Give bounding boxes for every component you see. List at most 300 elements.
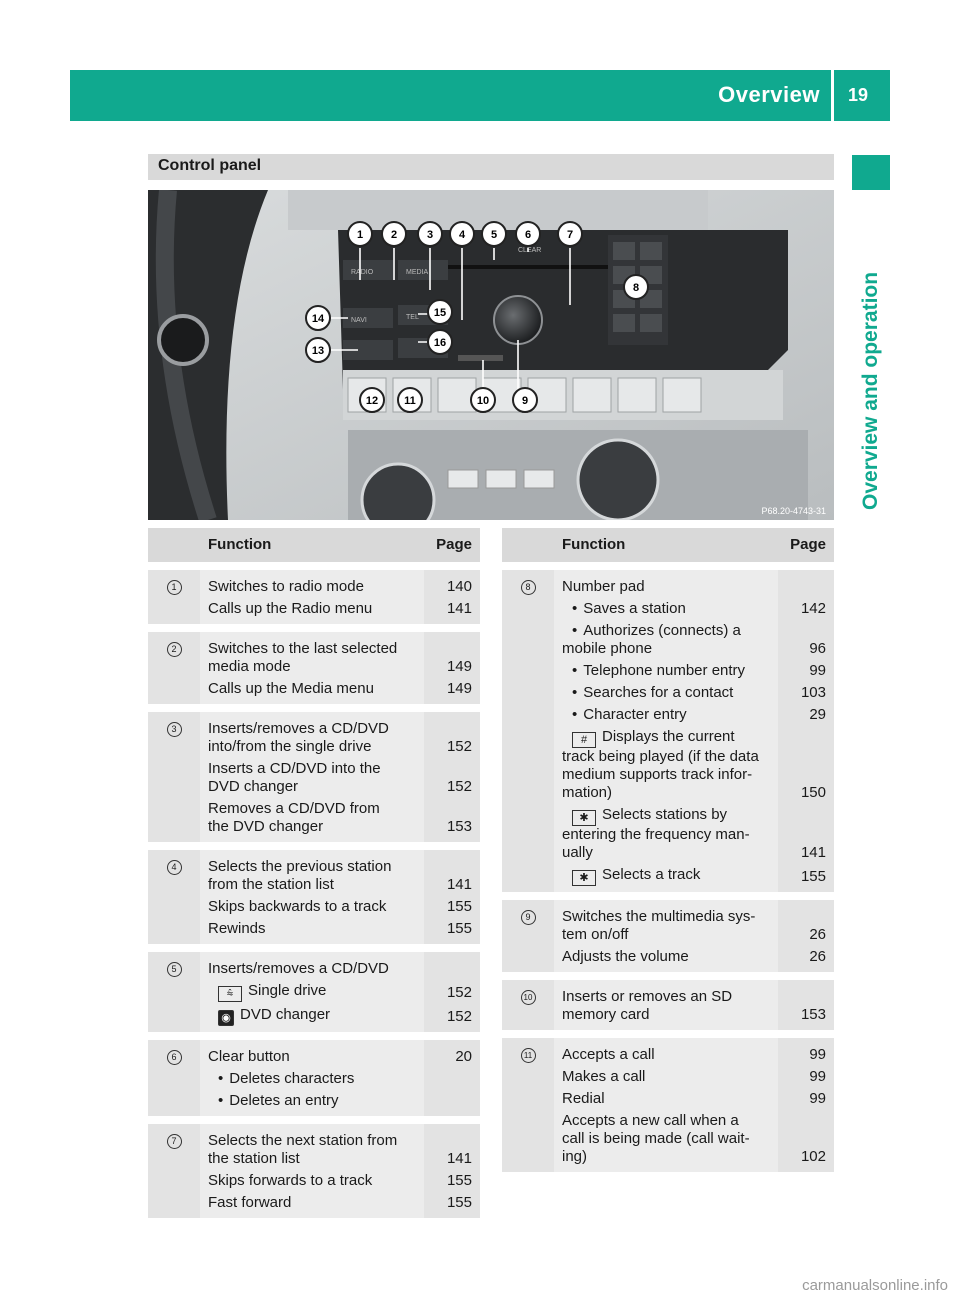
page-ref: 152 (446, 778, 472, 795)
function-text (200, 1048, 424, 1066)
function-entry (200, 1132, 480, 1168)
function-text-content: media mode (208, 658, 291, 675)
page-ref: 149 (446, 680, 472, 697)
function-text (200, 1006, 424, 1026)
function-text-content: medium supports track infor- (562, 766, 753, 783)
page-ref: 141 (446, 1150, 472, 1167)
footer-watermark: carmanualsonline.info (802, 1277, 948, 1294)
function-text (200, 982, 424, 1002)
page-ref: 140 (446, 578, 472, 595)
function-entry (554, 706, 834, 724)
row-gap (502, 562, 834, 570)
function-text-content: the DVD changer (208, 818, 324, 835)
table-row (148, 570, 480, 624)
function-text-line (208, 720, 416, 738)
row-gap (502, 972, 834, 980)
function-text-line (562, 844, 770, 862)
function-text-line (562, 662, 770, 680)
function-text (554, 806, 778, 862)
function-text-content: Redial (562, 1090, 605, 1107)
function-entry (200, 640, 480, 676)
function-text-content: Single drive (248, 982, 327, 999)
function-text (200, 1172, 424, 1190)
row-entries (200, 570, 480, 624)
function-text (200, 858, 424, 894)
table-row (148, 850, 480, 944)
function-text-content: Inserts or removes an SD (562, 988, 733, 1005)
row-number-cell (502, 570, 554, 892)
function-text (554, 662, 778, 680)
row-entries (200, 952, 480, 1032)
section-title (148, 154, 834, 180)
function-text-line (562, 748, 770, 766)
function-text-content: Rewinds (208, 920, 266, 937)
function-text (200, 760, 424, 796)
function-text-content: Inserts a CD/DVD into the (208, 760, 381, 777)
page-ref: 153 (446, 818, 472, 835)
page-ref: 20 (455, 1048, 472, 1065)
function-entry (554, 600, 834, 618)
function-text-content: Inserts/removes a CD/DVD (208, 960, 389, 977)
function-entry (554, 806, 834, 862)
table-row (502, 1038, 834, 1172)
function-text-line (562, 578, 770, 596)
function-text-line (208, 1194, 416, 1212)
function-text-content: track being played (if the data (562, 748, 759, 765)
section-title-text: Control panel (158, 157, 262, 174)
radio-button-label: RADIO (351, 269, 374, 276)
function-text-line (562, 600, 770, 618)
function-table-right (502, 528, 834, 1172)
function-text (554, 908, 778, 944)
function-text-line (208, 658, 416, 676)
function-text-content: from the station list (208, 876, 334, 893)
row-gap (148, 624, 480, 632)
callout-12 (360, 388, 384, 412)
page-ref: 141 (446, 600, 472, 617)
callout-15 (428, 300, 452, 324)
row-entries (554, 570, 834, 892)
function-text-content: Saves a station (583, 600, 686, 617)
key-symbol-icon: ✱ (572, 870, 596, 886)
page-number: 19 (847, 85, 868, 105)
callout-1 (348, 222, 372, 246)
navi-button-label: NAVI (351, 317, 367, 324)
function-text-line (208, 1070, 416, 1088)
row-entries (554, 980, 834, 1030)
row-entries (200, 712, 480, 842)
row-gap (148, 944, 480, 952)
function-text-line (208, 600, 416, 618)
function-text (200, 960, 424, 978)
function-entry (554, 948, 834, 966)
function-entry (554, 1068, 834, 1086)
function-text (554, 866, 778, 886)
function-text (554, 578, 778, 596)
svg-text:15: 15 (433, 307, 447, 319)
function-text (200, 680, 424, 698)
svg-text:5: 5 (490, 229, 498, 241)
function-text (200, 640, 424, 676)
row-entries (554, 1038, 834, 1172)
function-text-content: Accepts a call (562, 1046, 655, 1063)
function-text (200, 920, 424, 938)
function-text (200, 720, 424, 756)
function-text-content: Authorizes (connects) a (583, 622, 741, 639)
function-text-line (562, 640, 770, 658)
function-text-line (208, 738, 416, 756)
row-number-cell (502, 980, 554, 1030)
number-circle-icon: 2 (167, 642, 182, 657)
header-title: Overview (718, 82, 820, 107)
function-text-content: Fast forward (208, 1194, 292, 1211)
page-ref: 155 (446, 1194, 472, 1211)
bullet-icon: • (572, 662, 578, 679)
number-circle-icon: 7 (167, 1134, 182, 1149)
header-page: Page (790, 536, 826, 553)
page-ref: 99 (809, 662, 826, 679)
table-row (148, 1124, 480, 1218)
callout-11 (398, 388, 422, 412)
table-row (148, 632, 480, 704)
row-number-cell (148, 850, 200, 944)
function-text (554, 706, 778, 724)
function-text-line (208, 1132, 416, 1150)
function-text-content: Selects the next station from (208, 1132, 398, 1149)
number-circle-icon: 1 (167, 580, 182, 595)
function-text-line (208, 640, 416, 658)
function-text-line (208, 778, 416, 796)
function-text (554, 1090, 778, 1108)
header-page: Page (436, 536, 472, 553)
function-text-content: ually (562, 844, 593, 861)
function-text-content: the station list (208, 1150, 300, 1167)
function-text-line (208, 898, 416, 916)
function-text-content: ing) (562, 1148, 588, 1165)
row-entries (200, 850, 480, 944)
function-text-line (208, 982, 416, 1002)
callout-9 (513, 388, 537, 412)
table-header (148, 528, 480, 562)
function-text-line (208, 876, 416, 894)
page-ref: 155 (446, 920, 472, 937)
svg-text:10: 10 (476, 395, 490, 407)
function-text-content: Displays the current (602, 728, 735, 745)
function-entry (200, 858, 480, 894)
function-entry (554, 622, 834, 658)
bullet-icon: • (572, 684, 578, 701)
callout-2 (382, 222, 406, 246)
function-text-line (562, 684, 770, 702)
photo-caption: P68.20-4743-31 (761, 506, 826, 516)
function-text (554, 1112, 778, 1166)
page-ref: 152 (446, 984, 472, 1001)
function-text-line (208, 1092, 416, 1110)
function-text (200, 1132, 424, 1168)
function-text-line (562, 908, 770, 926)
header-num-cell (148, 528, 200, 562)
function-text-content: Number pad (562, 578, 645, 595)
function-text-content: Deletes an entry (229, 1092, 339, 1109)
function-entry (200, 1092, 480, 1110)
function-text-line (208, 1172, 416, 1190)
row-entries (554, 900, 834, 972)
number-circle-icon: 9 (521, 910, 536, 925)
function-text-line (208, 578, 416, 596)
row-gap (502, 1030, 834, 1038)
key-symbol-icon: # (572, 732, 596, 748)
svg-text:16: 16 (433, 337, 447, 349)
callout-7 (558, 222, 582, 246)
header-divider (831, 70, 834, 121)
function-text-content: mobile phone (562, 640, 653, 657)
function-text-line (562, 1006, 770, 1024)
function-entry (554, 1112, 834, 1166)
callout-5 (482, 222, 506, 246)
row-number-cell (148, 952, 200, 1032)
page-ref: 155 (446, 1172, 472, 1189)
svg-text:8: 8 (632, 282, 640, 294)
function-text-line (562, 1046, 770, 1064)
row-gap (148, 1032, 480, 1040)
bullet-icon: • (218, 1070, 224, 1087)
function-entry (200, 600, 480, 618)
side-tab-label: Overview and operation (859, 271, 882, 510)
function-entry (554, 1090, 834, 1108)
page-ref: 155 (800, 868, 826, 885)
function-text-line (562, 1068, 770, 1086)
function-text-line (562, 988, 770, 1006)
function-text-line (562, 1130, 770, 1148)
number-circle-icon: 11 (521, 1048, 536, 1063)
table-row (148, 712, 480, 842)
function-entry (554, 988, 834, 1024)
function-text-line (562, 766, 770, 784)
page-ref: 141 (446, 876, 472, 893)
callout-10 (471, 388, 495, 412)
callout-16 (428, 330, 452, 354)
bullet-icon: • (572, 600, 578, 617)
svg-text:14: 14 (311, 313, 325, 325)
row-number-cell (148, 1124, 200, 1218)
function-text-line (208, 960, 416, 978)
function-entry (200, 1048, 480, 1066)
function-entry (554, 662, 834, 680)
function-text-line (208, 1150, 416, 1168)
callout-8 (624, 275, 648, 299)
function-entry (200, 680, 480, 698)
function-text-content: DVD changer (208, 778, 299, 795)
row-number-cell (148, 632, 200, 704)
page-ref (424, 960, 480, 978)
function-text-line (208, 920, 416, 938)
function-text-content: Clear button (208, 1048, 290, 1065)
function-text (554, 684, 778, 702)
number-circle-icon: 8 (521, 580, 536, 595)
page-ref: 99 (809, 1068, 826, 1085)
header-function: Function (208, 536, 272, 553)
bullet-icon: • (572, 622, 578, 639)
function-text-content: Switches the multimedia sys- (562, 908, 756, 925)
function-text (200, 898, 424, 916)
svg-text:1: 1 (356, 229, 364, 241)
function-entry (554, 728, 834, 802)
row-gap (148, 704, 480, 712)
table-row (148, 952, 480, 1032)
function-text-line (562, 948, 770, 966)
function-text (200, 1092, 424, 1110)
function-entry (200, 1006, 480, 1026)
row-gap (502, 892, 834, 900)
page-ref: 141 (800, 844, 826, 861)
page-ref: 142 (800, 600, 826, 617)
function-text-content: DVD changer (240, 1006, 331, 1023)
row-number-cell (148, 712, 200, 842)
row-entries (200, 1124, 480, 1218)
function-text (200, 800, 424, 836)
function-entry (554, 908, 834, 944)
page-ref: 103 (800, 684, 826, 701)
key-symbol-icon: ◉ (218, 1010, 234, 1026)
page-ref: 99 (809, 1046, 826, 1063)
table-header (502, 528, 834, 562)
function-entry (200, 1172, 480, 1190)
function-entry (554, 578, 834, 596)
function-text-content: entering the frequency man- (562, 826, 750, 843)
function-text-content: Calls up the Radio menu (208, 600, 373, 617)
page-ref: 153 (800, 1006, 826, 1023)
header-bar (70, 70, 890, 121)
function-text (554, 622, 778, 658)
callout-3 (418, 222, 442, 246)
function-text-content: call is being made (call wait- (562, 1130, 750, 1147)
function-text (200, 1194, 424, 1212)
number-circle-icon: 3 (167, 722, 182, 737)
row-number-cell (148, 570, 200, 624)
number-circle-icon: 5 (167, 962, 182, 977)
function-text-line (562, 622, 770, 640)
page-ref: 26 (809, 926, 826, 943)
svg-text:4: 4 (458, 229, 466, 241)
page-ref (424, 1092, 480, 1110)
function-text (554, 600, 778, 618)
function-text-line (208, 1048, 416, 1066)
function-entry (200, 760, 480, 796)
table-row (502, 900, 834, 972)
bullet-icon: • (218, 1092, 224, 1109)
key-symbol-icon: ⩯ (218, 986, 242, 1002)
function-text-line (208, 680, 416, 698)
page-ref: 152 (446, 1008, 472, 1025)
function-entry (200, 982, 480, 1002)
page-ref: 152 (446, 738, 472, 755)
function-text-content: Accepts a new call when a (562, 1112, 739, 1129)
function-text-line (562, 806, 770, 826)
function-entry (200, 720, 480, 756)
function-entry (200, 800, 480, 836)
function-text-content: Selects the previous station (208, 858, 392, 875)
function-entry (554, 684, 834, 702)
page-ref: 102 (800, 1148, 826, 1165)
function-text (554, 1046, 778, 1064)
row-number-cell (502, 1038, 554, 1172)
function-text-line (562, 1148, 770, 1166)
function-text-line (208, 800, 416, 818)
function-text-line (562, 1090, 770, 1108)
function-text-line (208, 858, 416, 876)
svg-text:3: 3 (426, 229, 434, 241)
page-ref: 155 (446, 898, 472, 915)
svg-text:7: 7 (566, 229, 574, 241)
function-text-content: into/from the single drive (208, 738, 372, 755)
row-gap (148, 1116, 480, 1124)
function-text-content: Deletes characters (229, 1070, 355, 1087)
bullet-icon: • (572, 706, 578, 723)
function-entry (200, 960, 480, 978)
svg-text:6: 6 (524, 229, 532, 241)
function-text-content: memory card (562, 1006, 650, 1023)
svg-text:12: 12 (365, 395, 379, 407)
function-text-content: Inserts/removes a CD/DVD (208, 720, 389, 737)
table-row (148, 1040, 480, 1116)
function-entry (200, 1070, 480, 1088)
function-entry (554, 1046, 834, 1064)
svg-text:2: 2 (390, 229, 398, 241)
function-text-line (562, 826, 770, 844)
function-text-content: Searches for a contact (583, 684, 734, 701)
row-entries (200, 1040, 480, 1116)
function-entry (554, 866, 834, 886)
function-text-content: Removes a CD/DVD from (208, 800, 380, 817)
function-text (554, 1068, 778, 1086)
svg-text:11: 11 (404, 395, 416, 407)
header-function: Function (562, 536, 626, 553)
page-ref (424, 1070, 480, 1088)
callout-14 (306, 306, 330, 330)
function-text-line (562, 728, 770, 748)
function-text-content: Calls up the Media menu (208, 680, 374, 697)
side-tab-block (852, 155, 890, 190)
table-row (502, 980, 834, 1030)
function-text-content: Character entry (583, 706, 687, 723)
function-text (200, 600, 424, 618)
svg-text:13: 13 (311, 345, 325, 357)
function-text (200, 1070, 424, 1088)
function-text-content: tem on/off (562, 926, 629, 943)
function-text-content: Telephone number entry (583, 662, 746, 679)
media-button-label: MEDIA (406, 269, 429, 276)
function-entry (200, 1194, 480, 1212)
callout-6 (516, 222, 540, 246)
page-ref: 149 (446, 658, 472, 675)
number-circle-icon: 6 (167, 1050, 182, 1065)
page-ref: 26 (809, 948, 826, 965)
function-text-content: Makes a call (562, 1068, 646, 1085)
function-entry (200, 898, 480, 916)
page-ref: 29 (809, 706, 826, 723)
row-number-cell (502, 900, 554, 972)
row-gap (148, 562, 480, 570)
function-text-content: Adjusts the volume (562, 948, 689, 965)
page-ref: 150 (800, 784, 826, 801)
function-text-line (208, 760, 416, 778)
function-text-content: Selects stations by (602, 806, 728, 823)
page-ref: 99 (809, 1090, 826, 1107)
function-text (200, 578, 424, 596)
table-row (502, 570, 834, 892)
row-gap (148, 842, 480, 850)
function-entry (200, 920, 480, 938)
